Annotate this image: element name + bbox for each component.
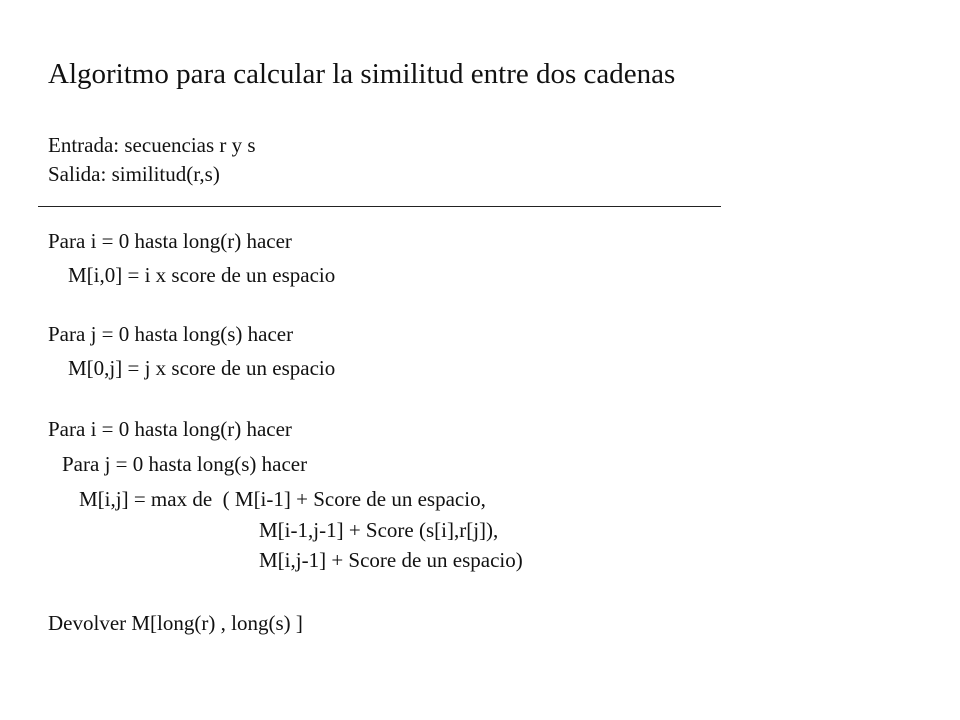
loop1-header: Para i = 0 hasta long(r) hacer xyxy=(48,229,292,253)
loop2-header: Para j = 0 hasta long(s) hacer xyxy=(48,322,294,346)
loop3-outer-header: Para i = 0 hasta long(r) hacer xyxy=(48,417,292,441)
input-line: Entrada: secuencias r y s xyxy=(48,133,256,157)
return-line: Devolver M[long(r) , long(s) ] xyxy=(48,611,303,635)
slide-title: Algoritmo para calcular la similitud entre dos cadenas xyxy=(48,58,676,90)
loop3-body-line-1: M[i,j] = max de ( M[i-1] + Score de un espacio, xyxy=(79,487,486,511)
loop1-body: M[i,0] = i x score de un espacio xyxy=(68,263,336,287)
loop3-inner-header: Para j = 0 hasta long(s) hacer xyxy=(62,452,308,476)
output-line: Salida: similitud(r,s) xyxy=(48,162,220,186)
divider xyxy=(38,206,721,207)
loop3-body-line-3: M[i,j-1] + Score de un espacio) xyxy=(259,548,523,572)
loop2-body: M[0,j] = j x score de un espacio xyxy=(68,356,336,380)
loop3-body-line-2: M[i-1,j-1] + Score (s[i],r[j]), xyxy=(259,518,499,542)
